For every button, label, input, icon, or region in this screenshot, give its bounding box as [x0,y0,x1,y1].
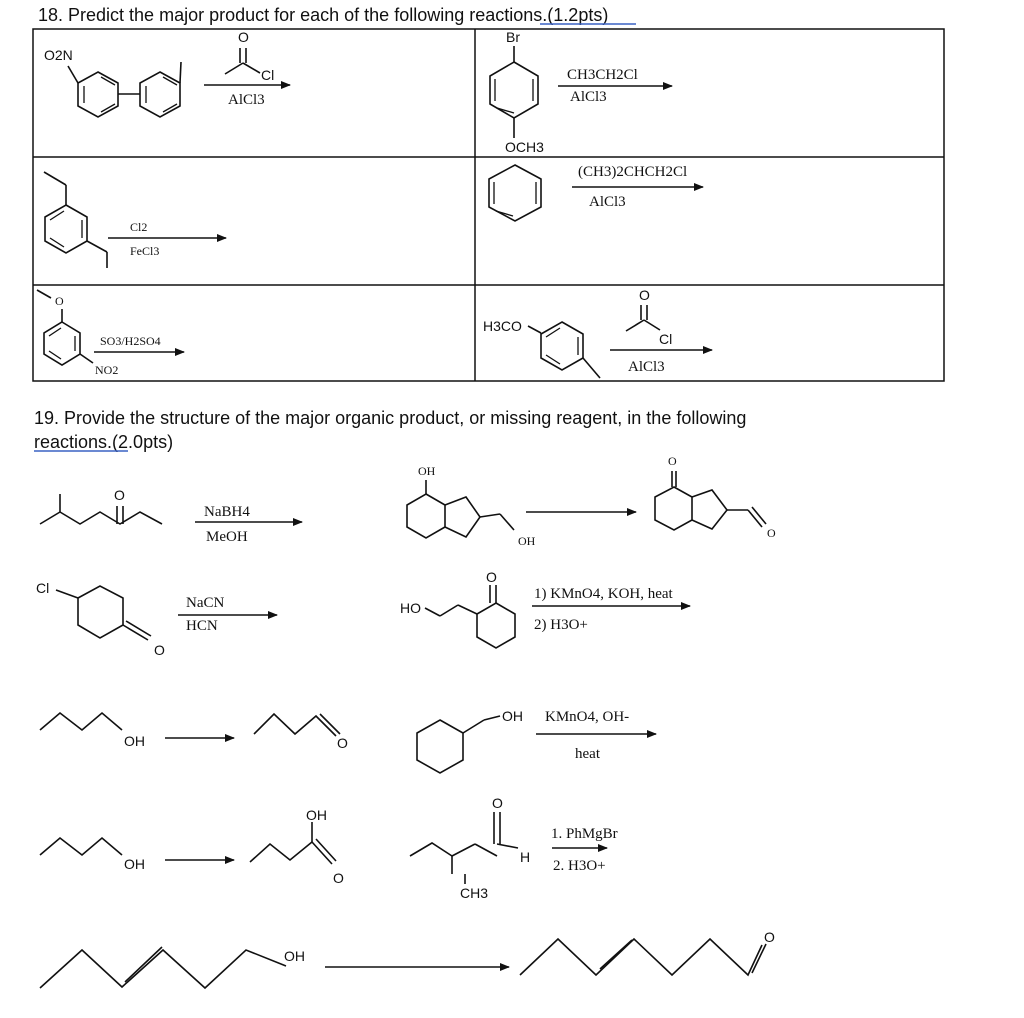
q18-link[interactable]: reactions.( [469,5,554,25]
o-label: O [486,569,497,585]
h3o-label: 2. H3O+ [553,858,606,874]
q18-reaction-5 [37,290,184,377]
q19-link[interactable]: reactions.( [34,432,119,452]
q18-heading: 18. Predict the major product for each of the following reactions.(1.2pts) [38,5,609,25]
oh-label: OH [284,948,305,964]
isobutyl-chloride-label: (CH3)2CHCH2Cl [578,164,688,180]
no2-label: NO2 [95,363,119,377]
cl-label: Cl [261,67,275,83]
q19-heading-line1: 19. Provide the structure of the major organic product, or missing reagent, in the following [34,408,747,428]
nacn-label: NaCN [186,595,225,611]
alcl3-label: AlCl3 [228,92,265,108]
oh-label: OH [418,464,436,478]
q18-reaction-6 [483,287,712,378]
q18-reaction-3 [44,172,226,268]
o-label: O [333,870,344,886]
q19-reaction-g [40,807,344,886]
q18-reaction-1 [44,29,290,117]
h3o-label: 2) H3O+ [534,617,588,633]
oh-label: OH [306,807,327,823]
q19-reaction-d [400,569,690,648]
o-label: O [337,735,348,751]
hcn-label: HCN [186,618,218,634]
cl-label: Cl [659,331,673,347]
nabh4-label: NaBH4 [204,504,250,520]
so3-h2so4-label: SO3/H2SO4 [100,334,161,348]
ho-label: HO [400,600,421,616]
o-label: O [764,929,775,945]
h-label: H [520,849,531,865]
cl2-label: Cl2 [130,220,148,234]
kmno4-koh-label: 1) KMnO4, KOH, heat [534,586,673,602]
br-label: Br [506,29,520,45]
o-label: O [154,642,165,658]
alcl3-label: AlCl3 [570,89,607,105]
oh-label: OH [518,534,536,548]
q19-reaction-a [40,487,302,545]
phmgbr-label: 1. PhMgBr [551,826,618,842]
q19-reaction-i [40,929,775,988]
och3-label: OCH3 [505,139,544,155]
oh-label: OH [124,733,145,749]
meoh-label: MeOH [206,529,248,545]
o-label: O [668,454,677,468]
q19-reaction-c [36,580,277,658]
cl-label: Cl [36,580,50,596]
ch3ch2cl-label: CH3CH2Cl [567,67,638,83]
alcl3-label: AlCl3 [628,359,665,375]
ch3-label: CH3 [460,885,489,901]
h3co-label: H3CO [483,318,522,334]
q19-heading-line2: reactions.(2.0pts) [34,432,174,452]
o-label: O [767,526,776,540]
heat-label: heat [575,746,600,762]
q19-reaction-h [410,795,618,901]
q19-reaction-b [407,454,776,548]
carbonyl-o-label: O [238,29,249,45]
ether-o-label: O [55,294,64,308]
fecl3-label: FeCl3 [130,244,160,258]
oh-label: OH [124,856,145,872]
q19-reaction-f [417,708,656,773]
alcl3-label: AlCl3 [589,194,626,210]
q18-reaction-2 [490,29,672,155]
o-label: O [492,795,503,811]
carbonyl-o-label: O [639,287,650,303]
q18-reaction-4 [489,164,703,221]
kmno4-oh-label: KMnO4, OH- [545,709,630,725]
q19-reaction-e [40,713,348,751]
o2n-label: O2N [44,47,73,63]
oh-label: OH [502,708,523,724]
o-label: O [114,487,125,503]
